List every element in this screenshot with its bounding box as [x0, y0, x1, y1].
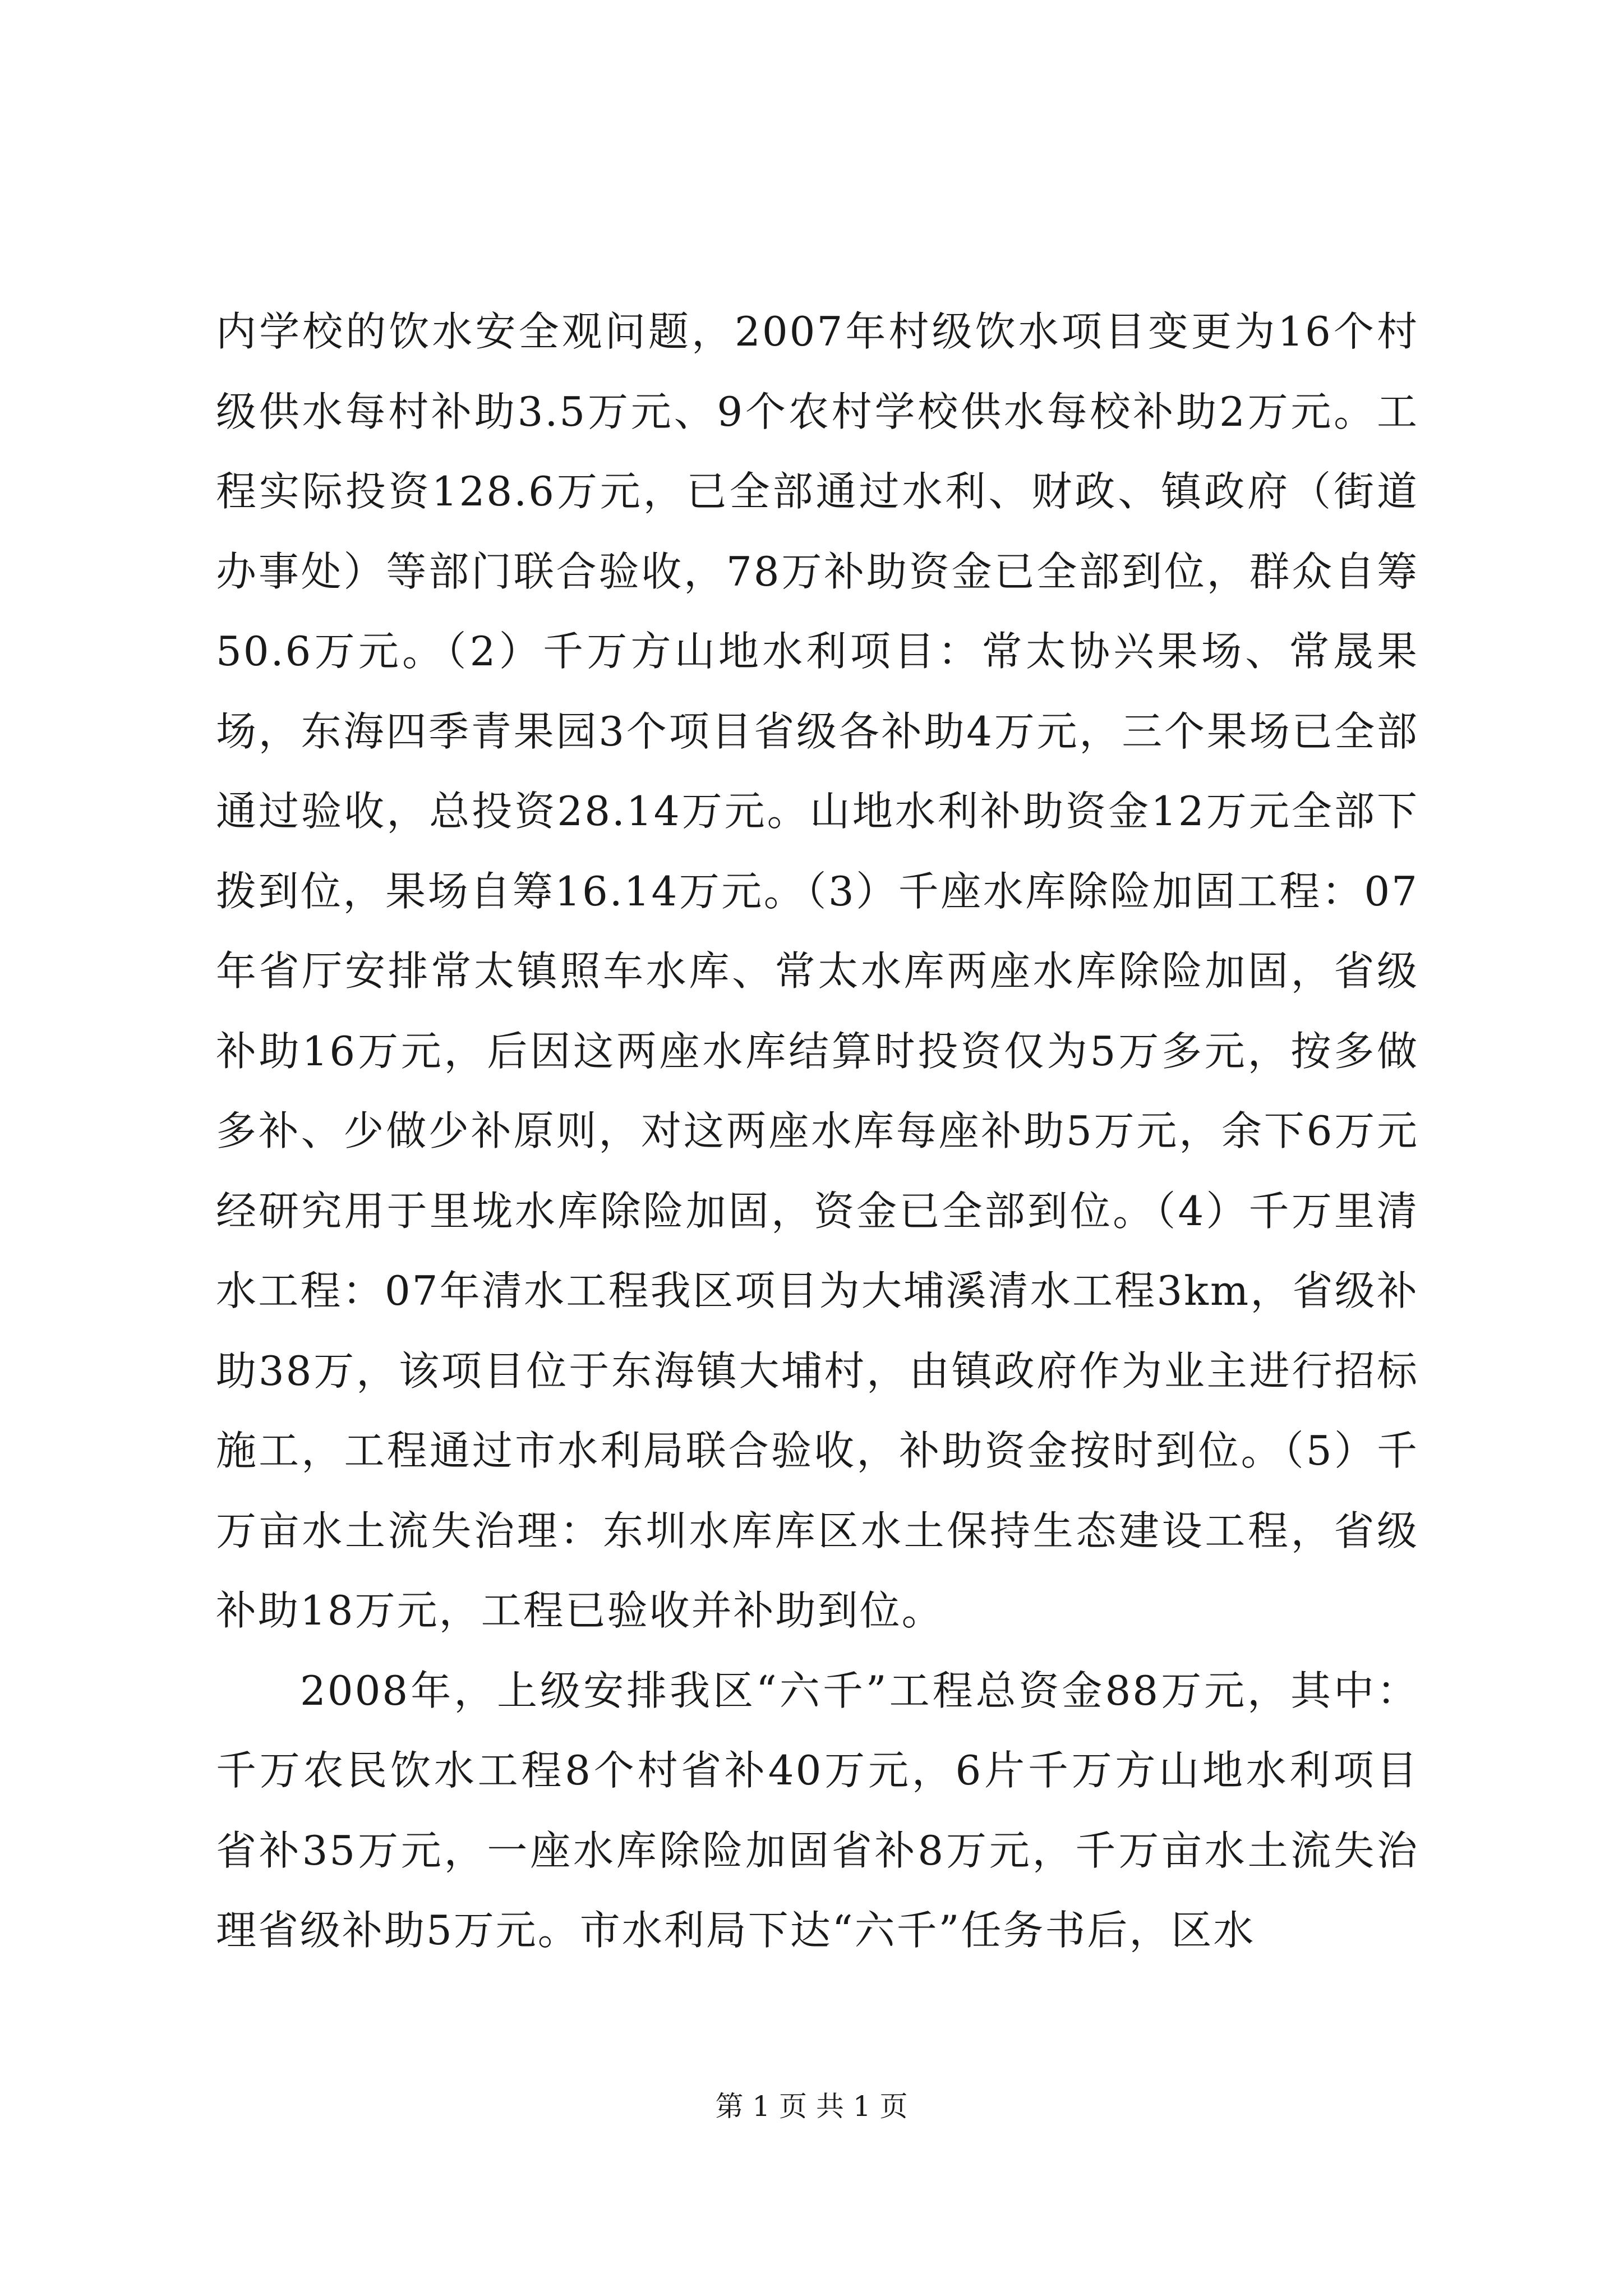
paragraph-2: 2008年，上级安排我区“六千”工程总资金88万元，其中：千万农民饮水工程8个村省补40万元，6片千万方山地水利项目省补35万元，一座水库除险加固省补8万元，千万亩水土流失治理省级补助5万元。市水利局下达“六千”任务书后，区水: [216, 1667, 1419, 1954]
paragraph-1: 内学校的饮水安全观问题，2007年村级饮水项目变更为16个村级供水每村补助3.5万元、9个农村学校供水每校补助2万元。工程实际投资128.6万元，已全部通过水利、财政、镇政府（街道办事处）等部门联合验收，78万补助资金已全部到位，群众自筹50.6万元。（2）千万方山地水利项目：常太协兴果场、常晟果场，东海四季青果园3个项目省级各补助4万元，三个果场已全部通过验收，总投资28.14万元。山地水利补助资金12万元全部下拨到位，果场自筹16.14万元。（3）千座水库除险加固工程：07年省厅安排常太镇照车水库、常太水库两座水库除险加固，省级补助16万元，后因这两座水库结算时投资仅为5万多元，按多做多补、少做少补原则，对这两座水库每座补助5万元，余下6万元经研究用于里垅水库除险加固，资金已全部到位。（4）千万里清水工程：07年清水工程我区项目为大埔溪清水工程3km，省级补助38万，该项目位于东海镇大埔村，由镇政府作为业主进行招标施工，工程通过市水利局联合验收，补助资金按时到位。（5）千万亩水土流失治理：东圳水库库区水土保持生态建设工程，省级补助18万元，工程已验收并补助到位。: [216, 308, 1419, 1634]
page-footer: 第 1 页 共 1 页: [715, 2090, 908, 2123]
document-body: [216, 292, 1419, 1971]
